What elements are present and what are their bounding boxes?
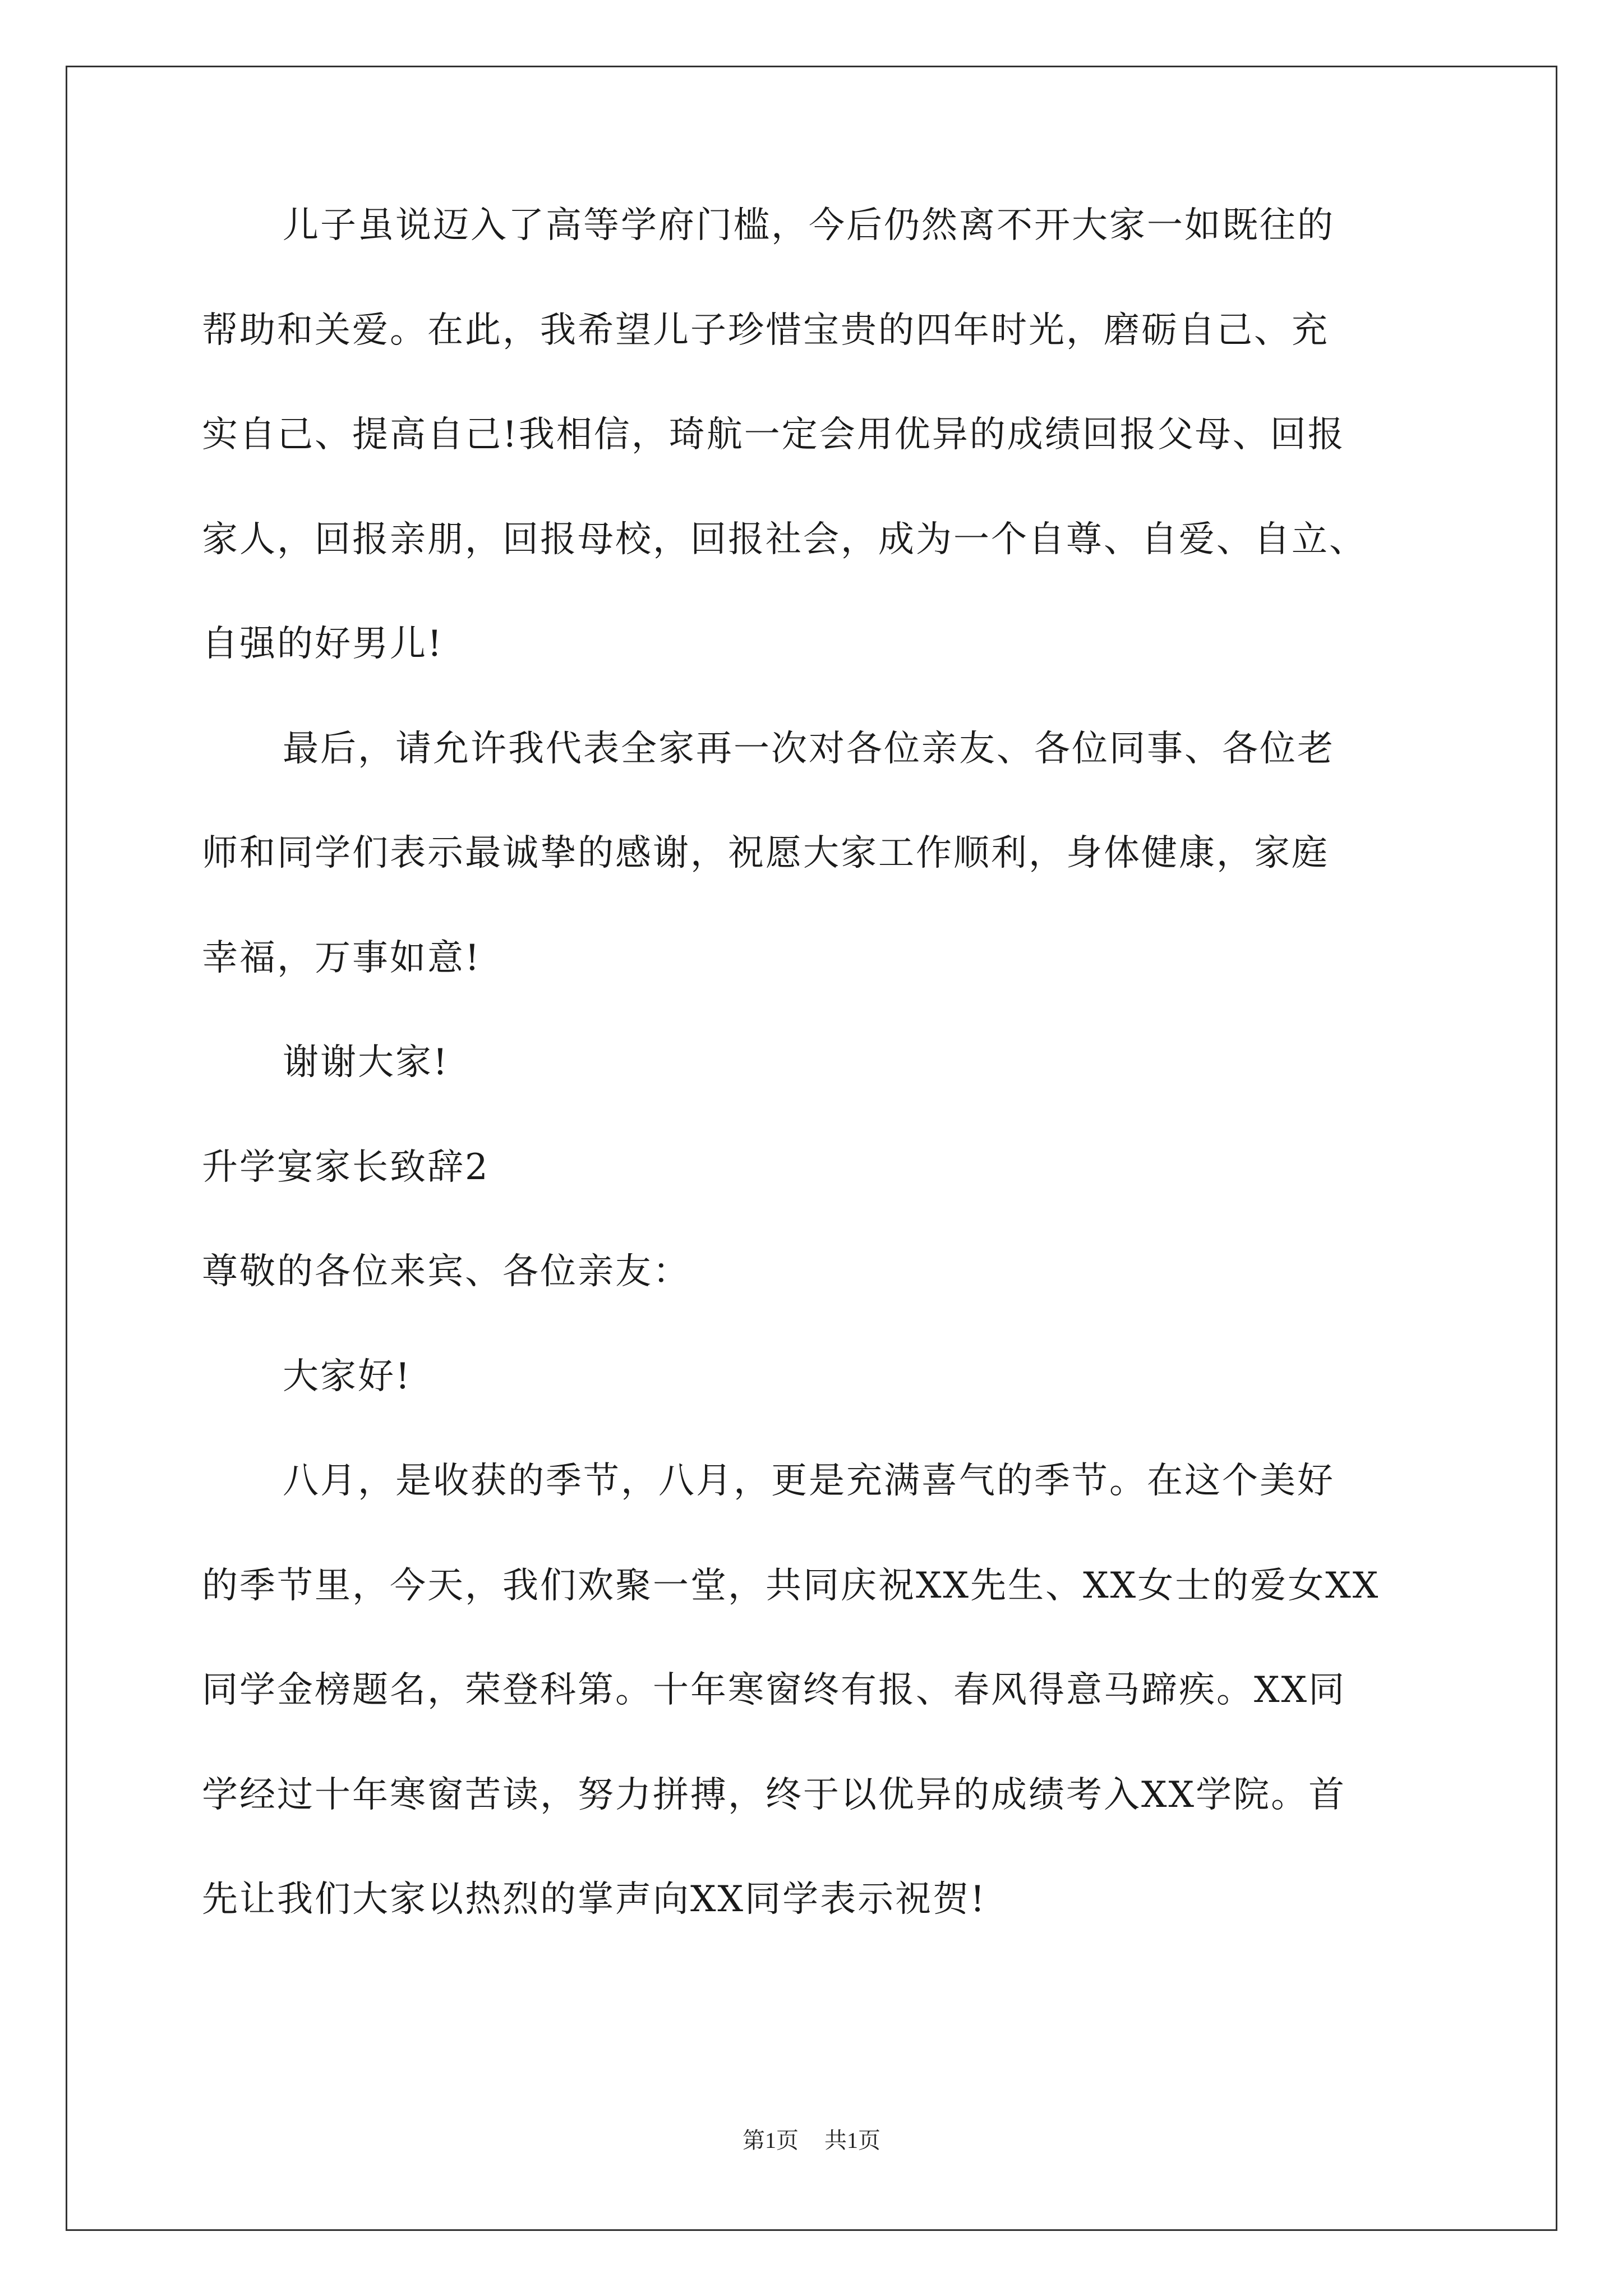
page-footer: [0, 2127, 1623, 2154]
paragraph-line: 学经过十年寒窗苦读，努力拼搏，终于以优异的成绩考入XX学院。首: [202, 1774, 1347, 1816]
page-number: 第1页: [743, 2128, 799, 2153]
paragraph-line: 八月，是收获的季节，八月，更是充满喜气的季节。在这个美好: [283, 1460, 1335, 1502]
closing-thanks: 谢谢大家!: [283, 1042, 449, 1083]
paragraph-line: 同学金榜题名，荣登科第。十年寒窗终有报、春风得意马蹄疾。XX同: [202, 1669, 1347, 1711]
paragraph-line: 儿子虽说迈入了高等学府门槛，今后仍然离不开大家一如既往的: [283, 205, 1335, 246]
document-body: [202, 205, 1469, 1986]
greeting: 大家好!: [283, 1355, 412, 1397]
section-title: 升学宴家长致辞2: [202, 1146, 490, 1188]
paragraph-line: 幸福，万事如意!: [202, 937, 481, 979]
page-total: 共1页: [824, 2128, 880, 2153]
paragraph-line: 的季节里，今天，我们欢聚一堂，共同庆祝XX先生、XX女士的爱女XX: [202, 1565, 1380, 1607]
paragraph-line: 实自己、提高自己!我相信，琦航一定会用优异的成绩回报父母、回报: [202, 414, 1345, 455]
paragraph-line: 先让我们大家以热烈的掌声向XX同学表示祝贺!: [202, 1879, 986, 1920]
paragraph-line: 自强的好男儿!: [202, 623, 444, 665]
paragraph-line: 帮助和关爱。在此，我希望儿子珍惜宝贵的四年时光，磨砺自己、充: [202, 309, 1329, 351]
paragraph-line: 师和同学们表示最诚挚的感谢，祝愿大家工作顺利，身体健康，家庭: [202, 832, 1329, 874]
paragraph-line: 最后，请允许我代表全家再一次对各位亲友、各位同事、各位老: [283, 728, 1335, 770]
salutation: 尊敬的各位来宾、各位亲友：: [202, 1251, 690, 1292]
paragraph-line: 家人，回报亲朋，回报母校，回报社会，成为一个自尊、自爱、自立、: [202, 518, 1367, 560]
